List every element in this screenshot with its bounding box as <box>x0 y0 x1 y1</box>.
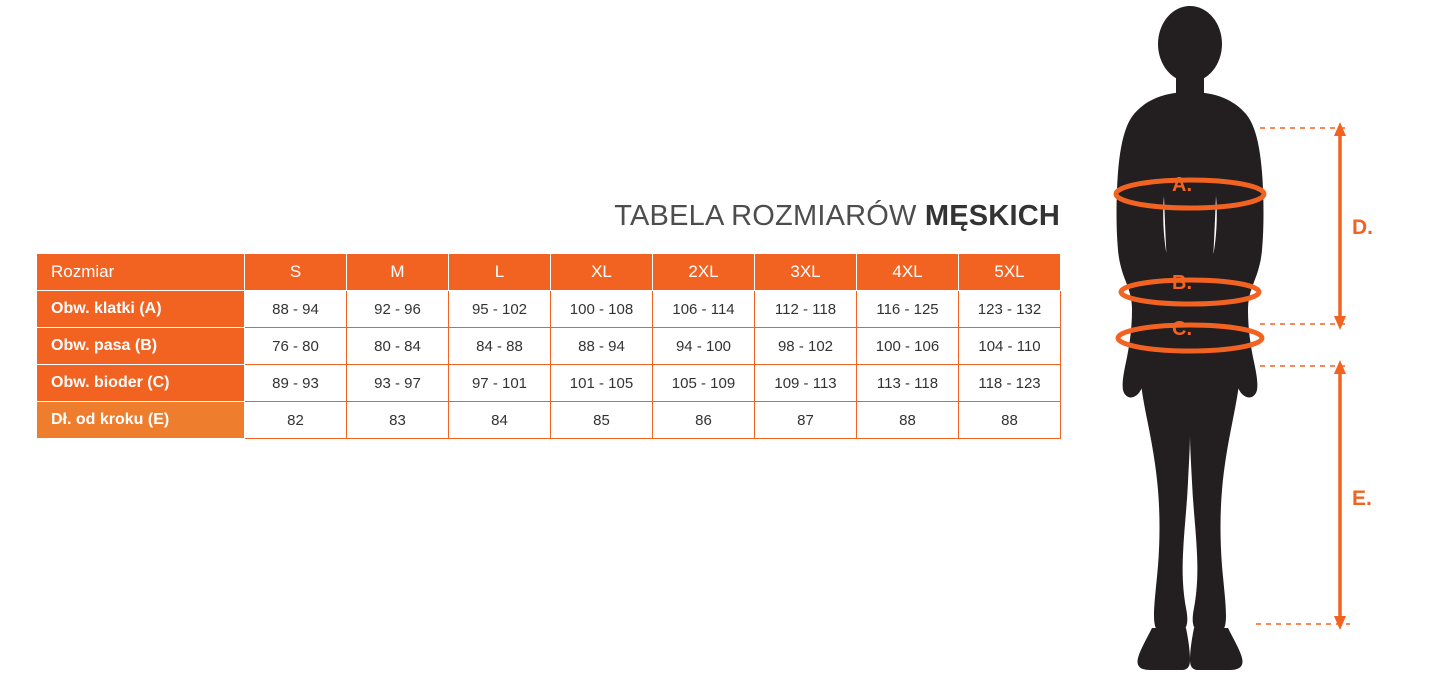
table-cell: 87 <box>755 402 857 439</box>
table-cell: 123 - 132 <box>959 291 1061 328</box>
table-cell: 106 - 114 <box>653 291 755 328</box>
table-cell: 92 - 96 <box>347 291 449 328</box>
inseam-dimension <box>1334 360 1372 630</box>
page-title-prefix: TABELA ROZMIARÓW <box>614 200 925 232</box>
table-cell: 97 - 101 <box>449 365 551 402</box>
table-cell: 94 - 100 <box>653 328 755 365</box>
column-header-size: M <box>347 254 449 291</box>
table-cell: 113 - 118 <box>857 365 959 402</box>
column-header-size: S <box>245 254 347 291</box>
table-cell: 88 - 94 <box>551 328 653 365</box>
column-header-size: 2XL <box>653 254 755 291</box>
chest-marker-label: A. <box>1172 174 1192 196</box>
table-cell: 88 - 94 <box>245 291 347 328</box>
table-cell: 116 - 125 <box>857 291 959 328</box>
table-cell: 80 - 84 <box>347 328 449 365</box>
table-cell: 86 <box>653 402 755 439</box>
dimension-leader-lines <box>1256 128 1350 624</box>
row-label-hips: Obw. bioder (C) <box>37 365 245 402</box>
table-cell: 101 - 105 <box>551 365 653 402</box>
table-cell: 98 - 102 <box>755 328 857 365</box>
column-header-measurement: Rozmiar <box>37 254 245 291</box>
table-cell: 104 - 110 <box>959 328 1061 365</box>
table-row <box>37 365 1061 402</box>
column-header-size: 5XL <box>959 254 1061 291</box>
table-cell: 82 <box>245 402 347 439</box>
table-cell: 105 - 109 <box>653 365 755 402</box>
column-header-size: 4XL <box>857 254 959 291</box>
table-cell: 89 - 93 <box>245 365 347 402</box>
torso-length-dimension <box>1334 122 1373 330</box>
table-cell: 118 - 123 <box>959 365 1061 402</box>
waist-marker-label: B. <box>1172 272 1192 294</box>
table-cell: 83 <box>347 402 449 439</box>
table-cell: 109 - 113 <box>755 365 857 402</box>
table-cell: 84 <box>449 402 551 439</box>
row-label-waist: Obw. pasa (B) <box>37 328 245 365</box>
table-row <box>37 291 1061 328</box>
page-title <box>36 200 1060 233</box>
table-cell: 100 - 108 <box>551 291 653 328</box>
table-cell: 112 - 118 <box>755 291 857 328</box>
column-header-size: L <box>449 254 551 291</box>
table-cell: 100 - 106 <box>857 328 959 365</box>
table-cell: 84 - 88 <box>449 328 551 365</box>
measurement-figure <box>1060 0 1440 692</box>
row-label-inseam: Dł. od kroku (E) <box>37 402 245 439</box>
column-header-size: XL <box>551 254 653 291</box>
table-row <box>37 328 1061 365</box>
column-header-size: 3XL <box>755 254 857 291</box>
hips-marker-label: C. <box>1172 318 1192 340</box>
table-cell: 95 - 102 <box>449 291 551 328</box>
table-header-row <box>37 254 1061 291</box>
table-cell: 85 <box>551 402 653 439</box>
torso-length-marker-label: D. <box>1352 216 1373 239</box>
table-cell: 93 - 97 <box>347 365 449 402</box>
table-cell: 76 - 80 <box>245 328 347 365</box>
table-cell: 88 <box>959 402 1061 439</box>
table-cell: 88 <box>857 402 959 439</box>
size-chart-table <box>36 253 1061 439</box>
inseam-marker-label: E. <box>1352 487 1372 510</box>
table-row <box>37 402 1061 439</box>
row-label-chest: Obw. klatki (A) <box>37 291 245 328</box>
page-title-emphasis: MĘSKICH <box>924 200 1060 232</box>
